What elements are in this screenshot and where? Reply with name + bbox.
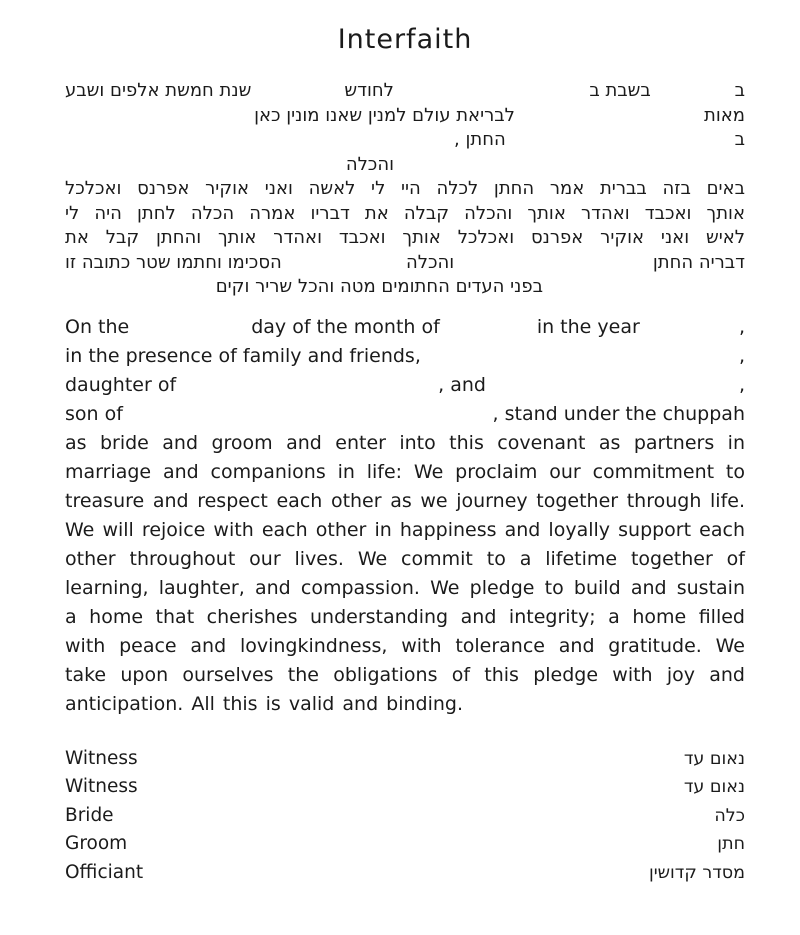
fill-in-blank-groom-parents xyxy=(123,419,493,420)
fill-in-blank-year xyxy=(640,332,739,333)
english-text-segment: son of xyxy=(65,402,123,425)
hebrew-text-segment: והכלה xyxy=(405,251,455,273)
fill-in-blank-groom-name-continued xyxy=(394,169,745,170)
signature-label-english: Officiant xyxy=(65,861,144,883)
ketubah-document xyxy=(0,24,800,935)
signature-row-witness-1 xyxy=(65,745,745,774)
hebrew-text-section xyxy=(65,79,745,300)
english-date-line xyxy=(65,313,745,342)
fill-in-blank-day-of-week xyxy=(651,95,735,96)
fill-in-blank-year xyxy=(515,120,704,121)
fill-in-blank-month xyxy=(440,332,537,333)
fill-in-blank-bride-name xyxy=(421,361,739,362)
fill-in-blank-groom-name xyxy=(65,144,454,145)
signature-label-hebrew: מסדר קדושין xyxy=(648,862,745,883)
signature-label-hebrew: נאום עד xyxy=(683,777,745,797)
signature-section xyxy=(65,745,745,888)
english-text-segment: On the xyxy=(65,315,130,338)
hebrew-bride-line xyxy=(65,153,745,178)
english-text-segment: , xyxy=(738,373,745,396)
hebrew-groom-line xyxy=(65,128,745,153)
fill-in-blank-bride-parents xyxy=(176,390,438,391)
hebrew-text-segment: בשבת ב xyxy=(589,80,651,101)
signature-row-groom xyxy=(65,830,745,859)
fill-in-blank-bride-name xyxy=(65,169,346,170)
hebrew-text-segment: החתן , xyxy=(454,129,506,150)
english-text-segment: , stand under the chuppah xyxy=(492,402,745,425)
signature-row-officiant xyxy=(65,859,745,888)
fill-in-blank-place xyxy=(506,144,735,145)
hebrew-text-segment: מאות xyxy=(704,104,745,126)
hebrew-year-place-line xyxy=(65,104,745,129)
signature-label-hebrew: חתן xyxy=(717,834,745,854)
hebrew-date-line xyxy=(65,79,745,104)
english-text-segment: day of the month of xyxy=(251,315,440,338)
signature-label-hebrew: נאום עד xyxy=(683,748,745,769)
english-text-segment: , and xyxy=(438,373,486,396)
signature-label-english: Witness xyxy=(65,776,138,797)
english-text-segment: , xyxy=(738,344,745,367)
english-text-segment: in the year xyxy=(536,315,640,338)
hebrew-covenant-line-2: אותך ואכבד ואהדר אותך והכלה קבלה את דבריו אמרה הכלה לחתן היה לי xyxy=(65,202,745,224)
english-text-segment: , xyxy=(738,315,745,338)
hebrew-agreement-line xyxy=(65,251,745,276)
english-groom-parents-line xyxy=(65,400,745,429)
fill-in-blank-day-of-month xyxy=(394,95,589,96)
fill-in-blank-groom-signature-name xyxy=(454,267,653,268)
english-text-segment: in the presence of family and friends, xyxy=(65,344,421,367)
english-presence-line xyxy=(65,342,745,371)
hebrew-text-segment: לחודש xyxy=(344,80,394,101)
english-text-segment: daughter of xyxy=(65,373,177,396)
signature-label-hebrew: כלה xyxy=(714,805,745,826)
hebrew-covenant-line-3: לאיש ואני אוקיר אפרנס ואכלכל אותך ואכבד ואהדר אותך והחתן קבל את xyxy=(65,227,745,248)
document-title: Interfaith xyxy=(337,24,473,55)
hebrew-text-segment: הסכימו וחתמו שטר כתובה זו xyxy=(65,251,282,273)
fill-in-blank-month-name xyxy=(251,95,344,96)
signature-row-bride xyxy=(65,802,745,831)
fill-in-blank-groom-name xyxy=(486,390,739,391)
hebrew-text-segment: שנת חמשת אלפים ושבע xyxy=(65,80,252,101)
hebrew-text-segment: ב xyxy=(734,129,745,150)
hebrew-text-segment: דבריה החתן xyxy=(652,251,745,273)
fill-in-blank-city xyxy=(65,120,254,121)
hebrew-text-segment: והכלה xyxy=(345,153,394,175)
english-covenant-paragraph: as bride and groom and enter into this covenant as partners in marriage and companions in life: We proclaim our commitment to treasure and respect each other as we journey together through life. We will rejoice with each other in happiness and loyally support each other throughout our lives. We commit to a lifetime together of learning, laughter, and compassion. We pledge to build and sustain a home that cherishes understanding and integrity; a home filled with peace and lovingkindness, with tolerance and gratitude. We take upon ourselves the obligations of this pledge with joy and anticipation. All this is valid and binding. xyxy=(65,431,745,715)
signature-row-witness-2 xyxy=(65,773,745,802)
signature-label-english: Groom xyxy=(65,833,128,854)
hebrew-text-segment: ב xyxy=(734,80,745,101)
english-text-section xyxy=(65,313,745,719)
english-bride-parents-line xyxy=(65,371,745,400)
fill-in-blank-day xyxy=(129,332,251,333)
signature-label-english: Witness xyxy=(65,747,138,769)
hebrew-text-segment: לבריאת עולם למנין שאנו מונין כאן xyxy=(254,104,515,126)
signature-label-english: Bride xyxy=(65,804,114,826)
hebrew-covenant-line-1: באים בזה בברית אמר החתן לכלה היי לי לאשה ואני אוקיר אפרנס ואכלכל xyxy=(65,178,745,199)
hebrew-witnesses-line: בפני העדים החתומים מטה והכל שריר וקים xyxy=(215,276,543,297)
fill-in-blank-bride-signature-name xyxy=(282,267,406,268)
